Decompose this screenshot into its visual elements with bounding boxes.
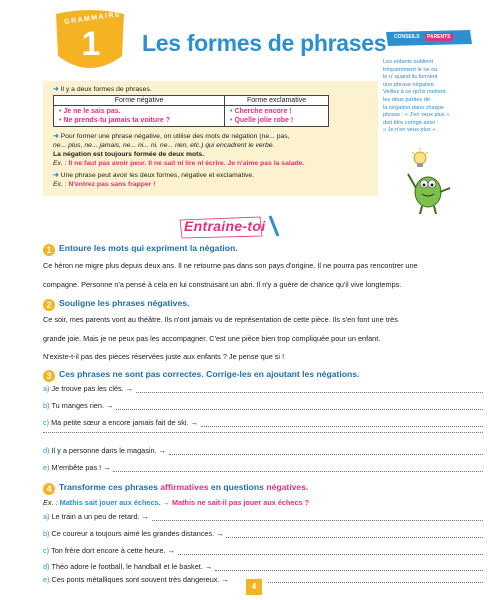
lesson-box: [43, 81, 378, 196]
table-header: Forme négative: [54, 96, 225, 106]
answer-line[interactable]: [113, 465, 483, 472]
badge-label: GRAMMAIRE: [63, 11, 122, 26]
exercise-2-text: grande joie. Mais je ne peux pas les accompagner. C'est une pièce bien trop compliquée pour un enfant.: [43, 334, 381, 343]
exercise-3-item-c[interactable]: c) Ma petite sœur a encore jamais fait de ski. →: [43, 418, 483, 427]
lesson-intro: ➜ Il y a deux formes de phrases.: [53, 86, 152, 93]
conseils-parents-badge: [384, 28, 474, 48]
tip-line: Les enfants oublient: [383, 59, 434, 65]
tip-line: la négation dans chaque: [383, 104, 444, 111]
answer-line[interactable]: [201, 420, 483, 427]
answer-line[interactable]: [136, 386, 483, 393]
exclamative-cell: • Cherche encore ! • Quelle jolie robe !: [225, 106, 329, 127]
page-title: Les formes de phrases: [142, 30, 387, 56]
tip-line: une phrase négative.: [383, 81, 436, 88]
section-title-text: Entraine-toi: [184, 218, 266, 234]
tip-line: Veillez à ce qu'ils mettent: [383, 89, 446, 96]
exercise-3-item-b[interactable]: b) Tu manges rien. →: [43, 401, 483, 410]
tip-line: « Je n'en veux plus ».: [383, 127, 437, 134]
exercise-number: 1: [43, 244, 55, 256]
arrow-icon: ➜: [53, 86, 59, 93]
rule-2: ➜ Une phrase peut avoir les deux formes, négative et exclamative.: [53, 172, 255, 179]
exercise-4-title: 4 Transforme ces phrases affirmatives en questions négatives.: [43, 482, 308, 495]
exercise-4-item-b[interactable]: b) Ce coureur a toujours aimé les grandes distances. →: [43, 529, 483, 538]
example-1: Ex. : Il ne faut pas avoir peur. Il ne sait ni lire ni écrire. Je n'aime pas la salade.: [53, 160, 305, 167]
answer-line[interactable]: [152, 514, 483, 521]
mascot-illustration: [398, 148, 460, 218]
exercise-1-text: Ce héron ne migre plus depuis deux ans. Il ne retourne pas dans son pays d'origine. Il ne pourra pas rencontrer une: [43, 261, 418, 270]
example-2: Ex. : N'entrez pas sans frapper !: [53, 181, 156, 188]
page-number: 4: [246, 579, 262, 595]
exercise-3-item-a[interactable]: a) Je trouve pas les clés. →: [43, 384, 483, 393]
section-title: [178, 214, 318, 240]
exercise-number: 2: [43, 299, 55, 311]
table-header: Forme exclamative: [225, 96, 329, 106]
answer-line[interactable]: [116, 403, 483, 410]
exercise-1-text: compagne. Personne n'a pensé à cela en lui construisant un abri. Il n'y a guère de chance qu'il vive longtemps.: [43, 280, 402, 289]
conseils-label: CONSEILS: [394, 34, 420, 40]
answer-line-extra[interactable]: [43, 432, 483, 433]
answer-line[interactable]: [268, 582, 483, 583]
exercise-4-item-c[interactable]: c) Ton frère dort encore à cette heure. →: [43, 546, 483, 555]
parent-tip: [383, 59, 475, 135]
rule-1: ➜ Pour former une phrase négative, on utilise des mots de négation (ne... pas,: [53, 133, 290, 140]
answer-line[interactable]: [215, 564, 483, 571]
answer-line[interactable]: [169, 448, 483, 455]
exercise-number: 3: [43, 370, 55, 382]
rule-1-cont: ne... plus, ne... jamais, ne... ni... ni, ne... rien, etc.) qui encadrent le verbe.: [53, 142, 275, 149]
exercise-4-item-e[interactable]: e) Ces ponts métalliques sont souvent très dangereux. →: [43, 575, 229, 584]
rule-1-note: La négation est toujours formée de deux mots.: [53, 151, 205, 158]
exercise-3-item-e[interactable]: e) M'embête pas ! →: [43, 463, 483, 472]
tip-line: fréquemment le ne ou: [383, 66, 438, 73]
exercise-1-title: 1 Entoure les mots qui expriment la négation.: [43, 243, 238, 256]
exercise-3-item-d[interactable]: d) Il y a personne dans le magasin. →: [43, 446, 483, 455]
exercise-2-title: 2 Souligne les phrases négatives.: [43, 298, 189, 311]
exercise-2-text: Ce soir, mes parents vont au théâtre. Ils n'ont jamais vu de représentation de cette pièce. Ils s'en font une très: [43, 315, 398, 324]
exercise-2-text: N'existe-t-il pas des pièces réservées juste aux enfants ? Je pense que si !: [43, 352, 285, 361]
tip-line: le n' quand ils forment: [383, 74, 438, 81]
answer-line[interactable]: [226, 531, 483, 538]
forms-table: [53, 95, 329, 127]
arrow-icon: ➜: [53, 133, 59, 140]
exercise-4-item-a[interactable]: a) Le train a un peu de retard. →: [43, 512, 483, 521]
exercise-3-title: 3 Ces phrases ne sont pas correctes. Corrige-les en ajoutant les négations.: [43, 369, 359, 382]
negative-cell: • Je ne le sais pas. • Ne prends-tu jamais ta voiture ?: [54, 106, 225, 127]
tip-line: doit être corrigé ainsi :: [383, 119, 439, 126]
badge-number: 1: [81, 25, 101, 63]
lightbulb-mascot-icon: [398, 148, 460, 218]
chapter-badge: [50, 10, 130, 74]
exercise-4-item-d[interactable]: d) Théo adore le football, le handball et le basket. →: [43, 562, 483, 571]
tip-line: phrase : « J'en veux plus »: [383, 112, 450, 119]
answer-line[interactable]: [178, 548, 483, 555]
exercise-number: 4: [43, 483, 55, 495]
tip-line: les deux parties de: [383, 96, 430, 103]
exercise-4-example: Ex. : Mathis sait jouer aux échecs. → Mathis ne sait-il pas jouer aux échecs ?: [43, 498, 310, 507]
arrow-icon: ➜: [53, 172, 59, 179]
parents-label: PARENTS: [427, 34, 451, 40]
